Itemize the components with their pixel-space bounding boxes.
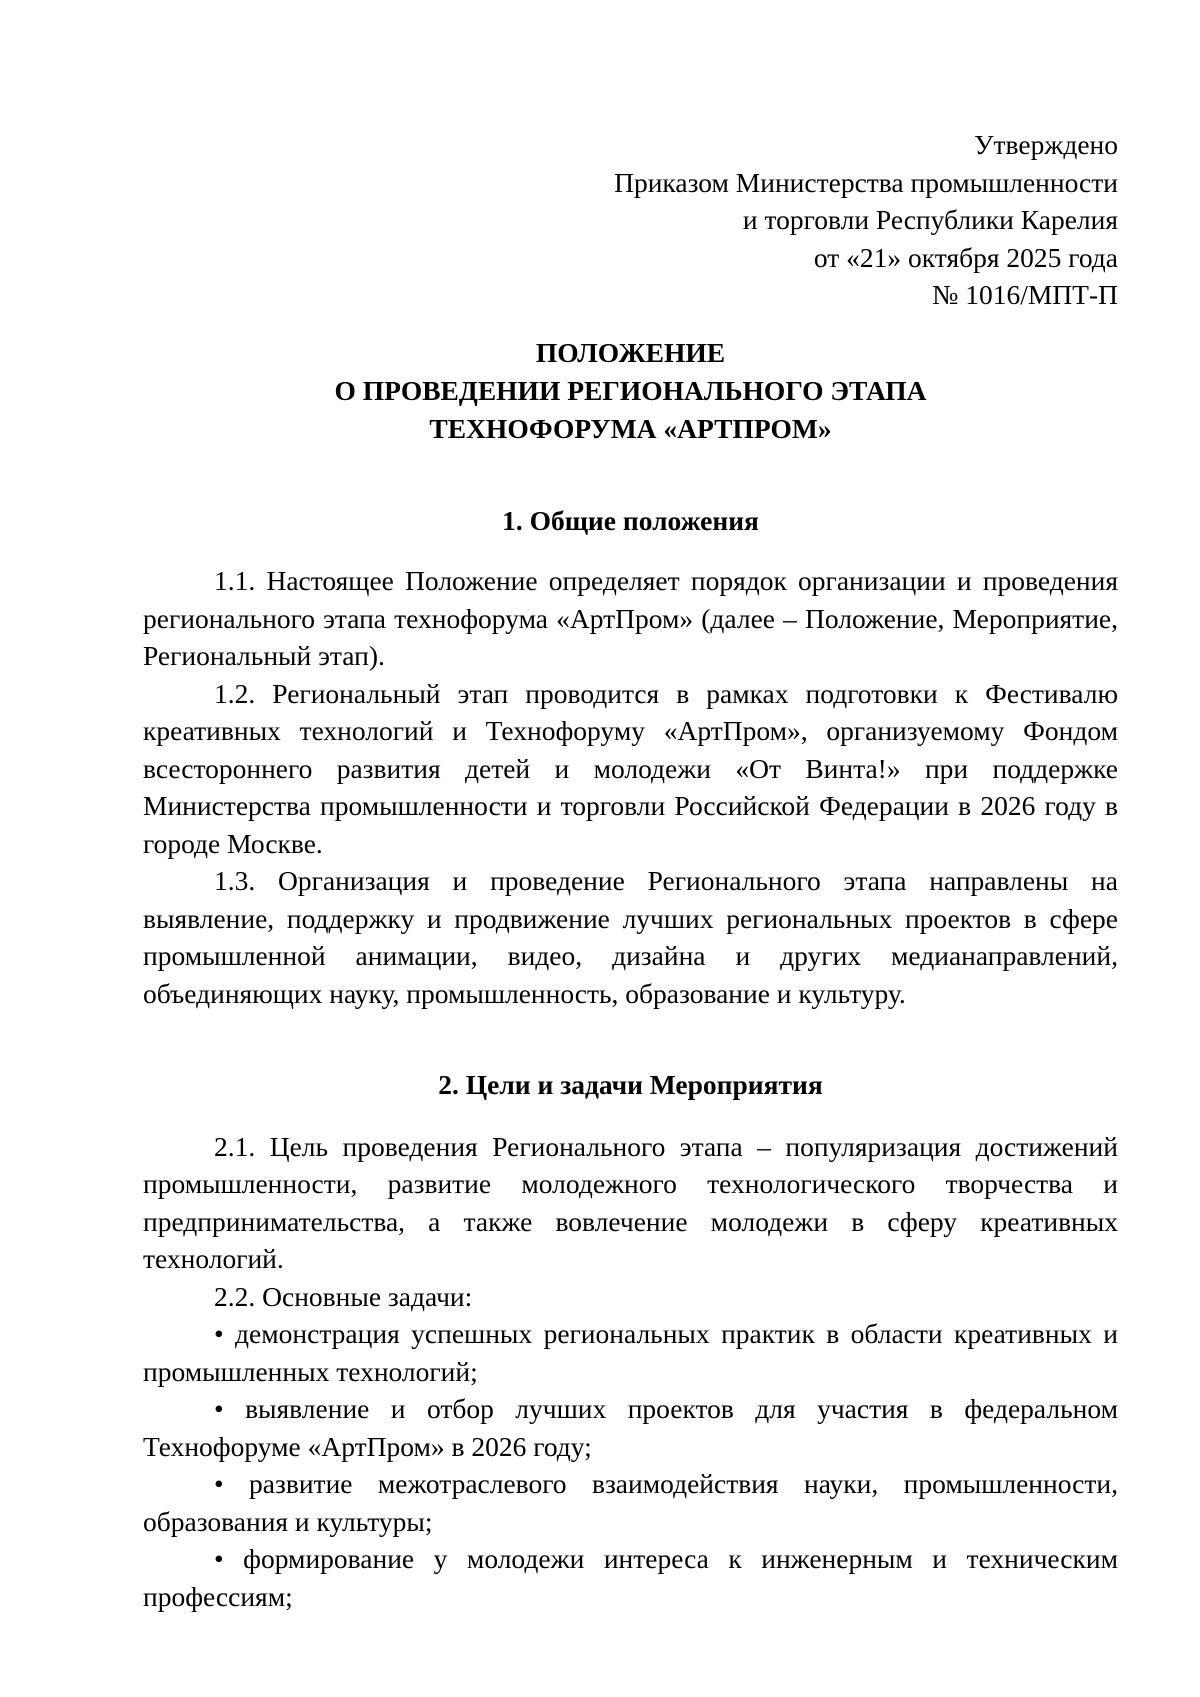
approval-line: от «21» октября 2025 года [813,241,1118,273]
paragraph-1-2: 1.2. Региональный этап проводится в рамках подготовки к Фестивалю креативных технологий и Технофоруму «АртПром», организуемому Фондом всестороннего развития детей и молодежи «От Винта!» при поддержке Министерства промышленности и торговли Российской Федерации в 2026 году в городе Москве. [143,677,1118,859]
approval-line: Утверждено [974,129,1118,160]
paragraph-2-2: 2.2. Основные задачи: [214,1280,473,1312]
section-heading-2: 2. Цели и задачи Мероприятия [438,1069,823,1100]
document-body [143,126,1118,1615]
bullet-item: • формирование у молодежи интереса к инженерным и техническим профессиям; [143,1543,1118,1612]
document-title [143,334,1118,448]
paragraph-1-1: 1.1. Настоящее Положение определяет порядок организации и проведения регионального этапа технофорума «АртПром» (далее – Положение, Мероприятие, Региональный этап). [143,565,1118,671]
approval-line: № 1016/МПТ-П [932,279,1118,310]
bullet-item: • выявление и отбор лучших проектов для участия в федеральном Технофоруме «АртПром» в 2026 году; [143,1393,1118,1462]
title-line: О ПРОВЕДЕНИИ РЕГИОНАЛЬНОГО ЭТАПА [334,374,927,406]
paragraph-1-3: 1.3. Организация и проведение Регионального этапа направлены на выявление, поддержку и продвижение лучших региональных проектов в сфере промышленной анимации, видео, дизайна и других медианаправлений, объединяющих науку, промышленность, образование и культуру. [143,865,1118,1009]
approval-line: и торговли Республики Карелия [742,204,1118,235]
title-line: ПОЛОЖЕНИЕ [535,336,726,368]
approval-block [143,126,1118,314]
bullet-item: • развитие межотраслевого взаимодействия науки, промышленности, образования и культуры; [143,1468,1118,1537]
title-line: ТЕХНОФОРУМА «АРТПРОМ» [429,412,832,444]
bullet-item: • демонстрация успешных региональных практик в области креативных и промышленных технологий; [143,1318,1118,1387]
section-heading-1: 1. Общие положения [502,504,759,536]
approval-line: Приказом Министерства промышленности [614,166,1118,198]
paragraph-2-1: 2.1. Цель проведения Регионального этапа – популяризация достижений промышленности, развитие молодежного технологического творчества и предпринимательства, а также вовлечение молодежи в сферу креативных технологий. [143,1130,1118,1274]
